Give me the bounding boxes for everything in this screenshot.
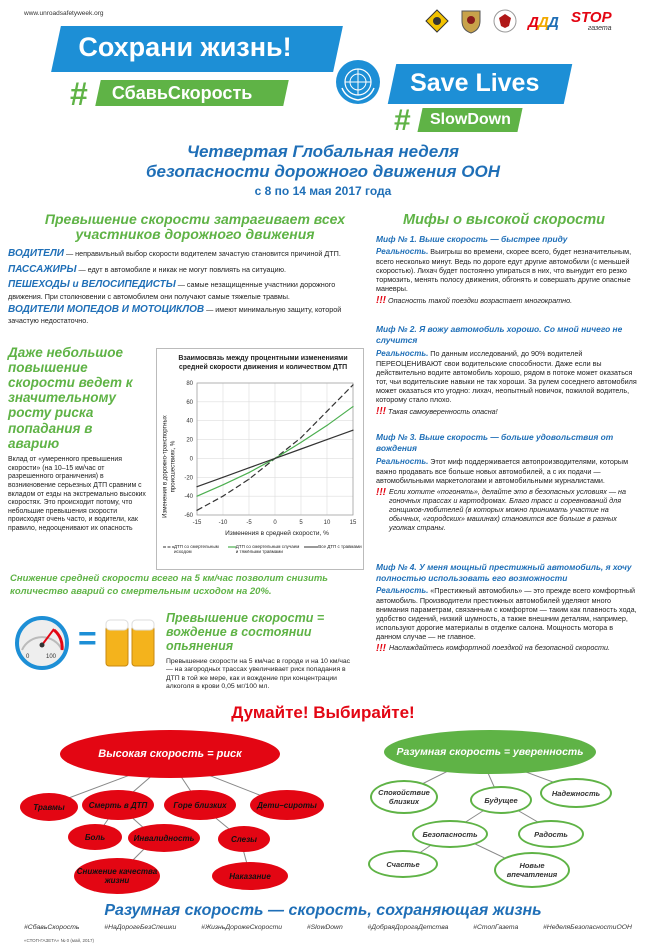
speed-accident-chart (156, 348, 364, 570)
week-dates: с 8 по 14 мая 2017 года (254, 184, 392, 198)
node-tears: Слезы (218, 826, 270, 852)
data-point (222, 484, 223, 485)
reality-label: Реальность. (376, 247, 429, 256)
en-hash-icon: # (394, 104, 411, 137)
hashtag[interactable]: #ЖизньДорожеСкорости (201, 924, 283, 931)
diamond-logo-icon (425, 9, 449, 33)
speed-risk-text: Вклад от «умеренного превышения скорости» (на 10–15 км/час от разрешенного ограничения) в возникновение серьезных ДТП сравним с вкладом от езды на экстремально высоких скоростях. Это происходит потому, что небольшие превышения скорости происходят очень часто, и водители, как правило, недооценивают их опасность (8, 456, 146, 532)
hashtag[interactable]: #НеделяБезопасностиООН (543, 924, 632, 931)
svg-text:Д: Д (548, 14, 559, 31)
x-tick-label: -5 (246, 520, 252, 526)
warning-text: Наслаждайтесь комфортной поездкой на безопасной скорости. (389, 642, 610, 652)
warning-text: Опасность такой поездки возрастает многократно. (388, 296, 573, 305)
reality-label: Реальность. (376, 585, 429, 595)
en-title: Save Lives (410, 69, 540, 97)
dad-logo-icon (527, 10, 561, 32)
website-url[interactable]: www.unroadsafetyweek.org (24, 10, 104, 17)
ru-title-banner (51, 26, 343, 72)
partner-logos (425, 6, 615, 36)
node-orphans: Дети–сироты (250, 790, 324, 820)
node-new-impressions: Новые впечатления (494, 852, 570, 888)
x-tick-label: 10 (323, 520, 331, 526)
week-title-line2: безопасности дорожного движения ООН (145, 162, 501, 181)
legend-item: ДТП со смертельным исходом (173, 544, 219, 554)
x-tick-label: 15 (349, 520, 357, 526)
myth-title: Миф № 3. Выше скорость — больше удовольствия от вождения (376, 432, 614, 454)
data-point (222, 477, 223, 478)
bottom-slogan: Разумная скорость — скорость, сохраняющая жизнь (104, 902, 542, 919)
participant-text: — имеют минимальную защиту, которой зачастую недостаточно. (8, 304, 342, 325)
ru-title: Сохрани жизнь! (78, 32, 292, 62)
warning-icon: !!! (376, 405, 386, 417)
reality-text: По данным исследований, до 90% водителей ПЕРЕОЦЕНИВАЮТ свои водительские способности. Даже если вы действительно водите автомобиль хорошо, рядом в потоке может оказаться тот, чьи водительские навыки не так хороши. За рулем соседнего автомобиля может оказаться кто угодно: лихач, неопытный новичок, пожилой водитель, которому стало плохо. (376, 348, 637, 404)
y-tick-label: 0 (189, 456, 193, 463)
reality-text: Выигрыш во времени, скорее всего, будет незначительным, всего несколько минут. Ведь по дороге едут другие автомобили (с меньшей скоростью). Лихач будет постоянно упираться в них, что вынудит его резко тормозить, менять полосу движения, обгонять и совершать другие опасные маневры. (376, 247, 632, 293)
data-point (274, 458, 275, 459)
myth-2 (376, 324, 638, 418)
hashtag[interactable]: #ДобраяДорогаДетства (367, 924, 449, 931)
data-point (326, 411, 327, 412)
alcohol-heading: Превышение скорости = вождение в состоянии опьянения (166, 611, 325, 653)
hashtag[interactable]: #СтопГазета (473, 924, 519, 931)
warning-text: Если хотите «погонять», делайте это в безопасных условиях — на гоночных трассах и картодромах. Благо трасс и соревнований для гонщиков-любителей (в которых можно принимать участие на обычных, «городских» машинах) становится все больше в разных уголках страны. (389, 486, 626, 532)
high-speed-risk-node: Высокая скорость = риск (60, 730, 280, 778)
svg-text:Д: Д (538, 14, 549, 31)
svg-text:Д: Д (528, 14, 539, 31)
participant-passengers (8, 264, 356, 277)
eagle-emblem-icon (493, 9, 517, 33)
myths-heading: Мифы о высокой скорости (402, 212, 606, 228)
week-title-line1: Четвертая Глобальная неделя (186, 142, 460, 161)
warning-icon: !!! (376, 486, 386, 498)
chart-title: Взаимосвязь между процентными изменениями средней скорости движения и количеством ДТП (178, 355, 348, 371)
node-safety: Безопасность (412, 820, 488, 848)
equals-sign: = (78, 620, 97, 656)
participant-drivers (8, 248, 356, 261)
participants-heading: Превышение скорости затрагивает всех участников дорожного движения (44, 211, 346, 242)
data-point (300, 442, 301, 443)
gauge-100-label: 100 (46, 654, 57, 660)
reduction-text: Снижение средней скорости всего на 5 км/час позволит снизить количество аварий со смертельным исходом на 20%. (10, 573, 328, 597)
participant-motorcyclists (8, 304, 356, 326)
data-point (352, 406, 353, 407)
data-point (352, 430, 353, 431)
myth-title: Миф № 4. У меня мощный престижный автомобиль, я хочу полностью использовать его возможности (376, 562, 632, 583)
stop-label: STOP (571, 9, 612, 26)
node-quality-of-life: Снижение качества жизни (74, 858, 160, 894)
data-point (196, 486, 197, 487)
node-injuries: Травмы (20, 793, 78, 821)
participant-label: ВОДИТЕЛИ МОПЕДОВ И МОТОЦИКЛОВ (8, 303, 205, 315)
node-reliability: Надежность (540, 778, 612, 808)
warning-text: Такая самоуверенность опасна! (388, 406, 498, 416)
node-happiness: Счастье (368, 850, 438, 878)
node-disability: Инвалидность (128, 824, 200, 852)
speedometer-icon (10, 612, 74, 670)
node-future: Будущее (470, 786, 532, 814)
data-point (196, 496, 197, 497)
en-hashtag: SlowDown (430, 111, 511, 128)
participant-label: ПАССАЖИРЫ (8, 263, 77, 275)
gazeta-label: газета (587, 25, 612, 32)
participants-list (8, 248, 356, 325)
node-pain: Боль (68, 824, 122, 850)
data-point (248, 467, 249, 468)
shield-emblem-icon (459, 8, 483, 34)
y-tick-label: 20 (186, 437, 193, 444)
data-point (326, 425, 327, 426)
data-point (196, 510, 197, 511)
warning-icon: !!! (376, 642, 386, 654)
participant-label: ПЕШЕХОДЫ и ВЕЛОСИПЕДИСТЫ (8, 279, 176, 290)
participant-text: — самые незащищенные участники дорожного движения. При столкновении с автомобилем они получают самые тяжелые травмы. (8, 280, 336, 301)
en-title-banner (388, 64, 573, 104)
myth-4 (376, 562, 638, 655)
warning-icon: !!! (376, 295, 386, 306)
chart-ylabel: Изменения в дорожно-транспортных происшествиях, % (162, 415, 176, 518)
node-grief: Горе близких (164, 790, 236, 820)
participant-text: — неправильный выбор скорости водителем зачастую становится причиной ДТП. (64, 249, 341, 258)
node-calm-relatives: Спокойствие близких (370, 780, 438, 814)
myth-title: Миф № 2. Я вожу автомобиль хорошо. Со мной ничего не случится (376, 324, 623, 346)
hashtag-row (24, 924, 632, 931)
data-point (352, 384, 353, 385)
un-emblem-icon (334, 58, 382, 106)
reality-label: Реальность. (376, 348, 429, 358)
y-tick-label: 80 (186, 381, 193, 387)
data-point (326, 439, 327, 440)
x-tick-label: 5 (299, 520, 303, 526)
data-point (222, 496, 223, 497)
en-hashtag-banner (417, 108, 522, 132)
x-tick-label: -10 (218, 520, 228, 526)
ru-hashtag: СбавьСкорость (111, 83, 253, 103)
data-point (300, 437, 301, 438)
legend-item: ДТП со смертельным случаем и тяжёлыми травмами (235, 544, 300, 554)
y-tick-label: 40 (186, 418, 193, 425)
node-road-death: Смерть в ДТП (82, 790, 154, 820)
data-point (300, 448, 301, 449)
x-tick-label: 0 (273, 520, 277, 526)
myth-3 (376, 432, 638, 532)
y-tick-label: 60 (186, 399, 193, 406)
reasonable-speed-node: Разумная скорость = уверенность (384, 730, 596, 774)
reality-text: Этот миф поддерживается автопроизводителями, которым важно продавать все больше новых автомобилей, а с их подачи — автомобильными маркетологами и автомобильными журналистами. (376, 456, 629, 485)
hashtag[interactable]: #СбавьСкорость (24, 924, 80, 931)
y-tick-label: -40 (184, 494, 193, 501)
node-joy: Радость (518, 820, 584, 848)
reality-text: «Престижный автомобиль» — это прежде всего комфортный автомобиль. Производители престижных автомобилей уделяют много внимания параметрам, связанным с комфортом — таким как плавность хода, удобство сидений, низкий шумность, а также внешним деталям, например, используют дорогие материалы в отделке салона. Мощность мотора в данном случае — не главное. (376, 585, 637, 641)
participant-pedestrians (8, 279, 356, 301)
issue-footnote: «СТОП-ГАЗЕТА» № 0 (май, 2017) (24, 938, 94, 943)
myth-title: Миф № 1. Выше скорость — быстрее приду (376, 234, 568, 244)
participant-label: ВОДИТЕЛИ (8, 248, 64, 259)
data-point (248, 479, 249, 480)
myth-1 (376, 234, 638, 308)
alcohol-text: Превышение скорости на 5 км/час в городе и на 10 км/час — на загородных трассах увеличивает риск попадания в ДТП в той же мере, как и вождение при концентрации алкоголя в крови 0,05 мг/100 мл. (166, 658, 351, 691)
chart-xlabel: Изменения в средней скорости, % (225, 530, 329, 537)
x-tick-label: -15 (192, 520, 202, 526)
participant-text: — едут в автомобиле и никак не могут повлиять на ситуацию. (76, 264, 287, 274)
hashtag[interactable]: #НаДорогеБезСпешки (104, 924, 177, 931)
y-tick-label: -20 (184, 475, 193, 482)
data-point (248, 472, 249, 473)
ru-hash-icon: # (70, 76, 88, 112)
node-punishment: Наказание (212, 862, 288, 890)
chart-legend (163, 545, 363, 555)
legend-item: Все ДТП с травмами (318, 544, 362, 549)
y-tick-label: -60 (184, 513, 193, 519)
hashtag[interactable]: #SlowDown (306, 924, 343, 931)
think-choose-heading: Думайте! Выбирайте! (231, 703, 415, 722)
gauge-zero-label: 0 (26, 654, 30, 660)
stop-gazeta-logo (571, 10, 612, 32)
ru-hashtag-banner (95, 80, 289, 106)
beer-glasses-icon (104, 612, 160, 672)
speed-risk-heading: Даже небольшое повышение скорости ведет к значительному росту риска попадания в аварию (8, 345, 133, 451)
reality-label: Реальность. (376, 456, 429, 466)
